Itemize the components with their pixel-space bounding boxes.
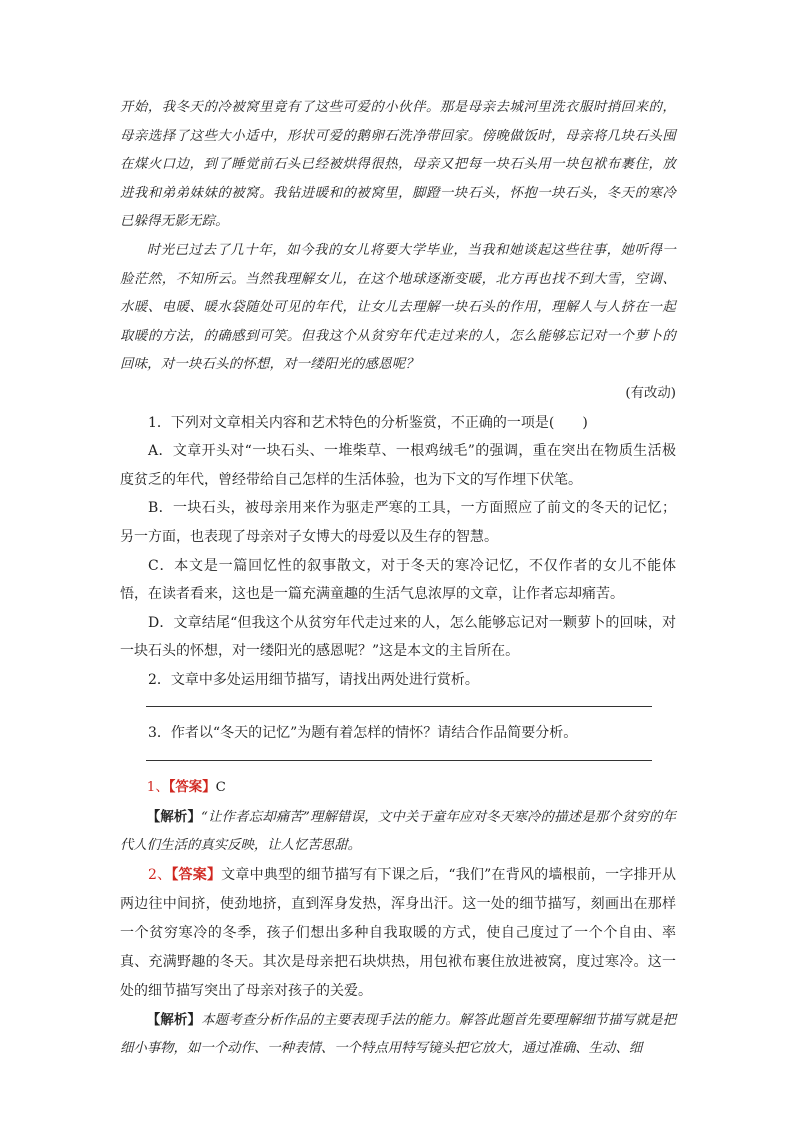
answer-2 <box>120 861 676 1006</box>
option-b: B．一块石头，被母亲用来作为驱走严寒的工具，一方面照应了前文的冬天的记忆；另一方面，也表现了母亲对子女博大的母爱以及生存的智慧。 <box>120 500 676 545</box>
analysis-2 <box>120 1006 676 1064</box>
analysis-1-text: “让作者忘却痛苦”理解错误，文中关于童年应对冬天寒冷的描述是那个贫穷的年代人们生活的真实反映，让人忆苦思甜。 <box>120 809 676 854</box>
document-page <box>120 94 676 1064</box>
option-c: C．本文是一篇回忆性的叙事散文，对于冬天的寒冷记忆，不仅作者的女儿不能体悟，在读者看来，这也是一篇充满童趣的生活气息浓厚的文章，让作者忘却痛苦。 <box>120 557 676 603</box>
analysis-1-tag: 【解析】 <box>146 808 202 825</box>
answer-1-tag: 【答案】 <box>168 779 216 796</box>
option-d: D．文章结尾“但我这个从贫穷年代走过来的人，怎么能够忘记对一颗萝卜的回味，对一块石头的怀想，对一缕阳光的感恩呢？”这是本文的主旨所在。 <box>120 614 676 660</box>
question-2: 2．文章中多处运用细节描写，请找出两处进行赏析。 <box>148 671 479 688</box>
answer-line-3 <box>146 760 652 761</box>
source-note: (有改动) <box>625 385 676 401</box>
answer-1-number: 1、 <box>146 780 169 796</box>
answer-2-number: 2、 <box>148 866 172 883</box>
passage-paragraph-1: 开始，我冬天的冷被窝里竟有了这些可爱的小伙伴。那是母亲去城河里洗衣服时捎回来的，母亲选择了这些大小适中，形状可爱的鹅卵石洗净带回家。傍晚做饭时，母亲将几块石头囤在煤火口边，到了睡觉前石头已经被烘得很热，母亲又把每一块石头用一块包袱布裹住，放进我和弟弟妹妹的被窝。我钻进暖和的被窝里，脚蹬一块石头，怀抱一块石头，冬天的寒冷已躲得无影无踪。 <box>120 100 676 230</box>
answer-line-2 <box>146 706 652 707</box>
analysis-1 <box>120 803 676 861</box>
option-a: A．文章开头对“一块石头、一堆柴草、一根鸡绒毛”的强调，重在突出在物质生活极度贫乏的年代，曾经带给自己怎样的生活体验，也为下文的写作埋下伏笔。 <box>120 443 676 488</box>
question-1: 1．下列对文章相关内容和艺术特色的分析鉴赏，不正确的一项是( ) <box>148 414 588 431</box>
passage-paragraph-2: 时光已过去了几十年，如今我的女儿将要大学毕业，当我和她谈起这些往事，她听得一脸茫然，不知所云。当然我理解女儿，在这个地球逐渐变暖，北方再也找不到大雪，空调、水暖、电暖、暖水袋随处可见的年代，让女儿去理解一块石头的作用，理解人与人挤在一起取暖的方法，的确感到可笑。但我这个从贫穷年代走过来的人，怎么能够忘记对一个萝卜的回味，对一块石头的怀想，对一缕阳光的感恩呢？ <box>120 242 676 373</box>
question-3: 3．作者以“冬天的记忆”为题有着怎样的情怀？请结合作品简要分析。 <box>148 725 578 742</box>
analysis-2-text: 本题考查分析作品的主要表现手法的能力。解答此题首先要理解细节描写就是把细小事物，如一个动作、一种表情、一个特点用特写镜头把它放大，通过准确、生动、细 <box>120 1012 676 1057</box>
answer-1-value: C <box>215 780 226 796</box>
answer-2-text: 文章中典型的细节描写有下课之后，“我们”在背风的墙根前，一字排开从两边往中间挤，使劲地挤，直到浑身发热，浑身出汗。这一处的细节描写，刻画出在那样一个贫穷寒冷的冬季，孩子们想出多种自我取暖的方式，使自己度过了一个个自由、率真、充满野趣的冬天。其次是母亲把石块烘热，用包袱布裹住放进被窝，度过寒冷。这一处的细节描写突出了母亲对孩子的关爱。 <box>120 866 676 999</box>
answer-1 <box>120 773 676 803</box>
analysis-2-tag: 【解析】 <box>146 1011 202 1028</box>
answer-2-tag: 【答案】 <box>171 866 222 883</box>
